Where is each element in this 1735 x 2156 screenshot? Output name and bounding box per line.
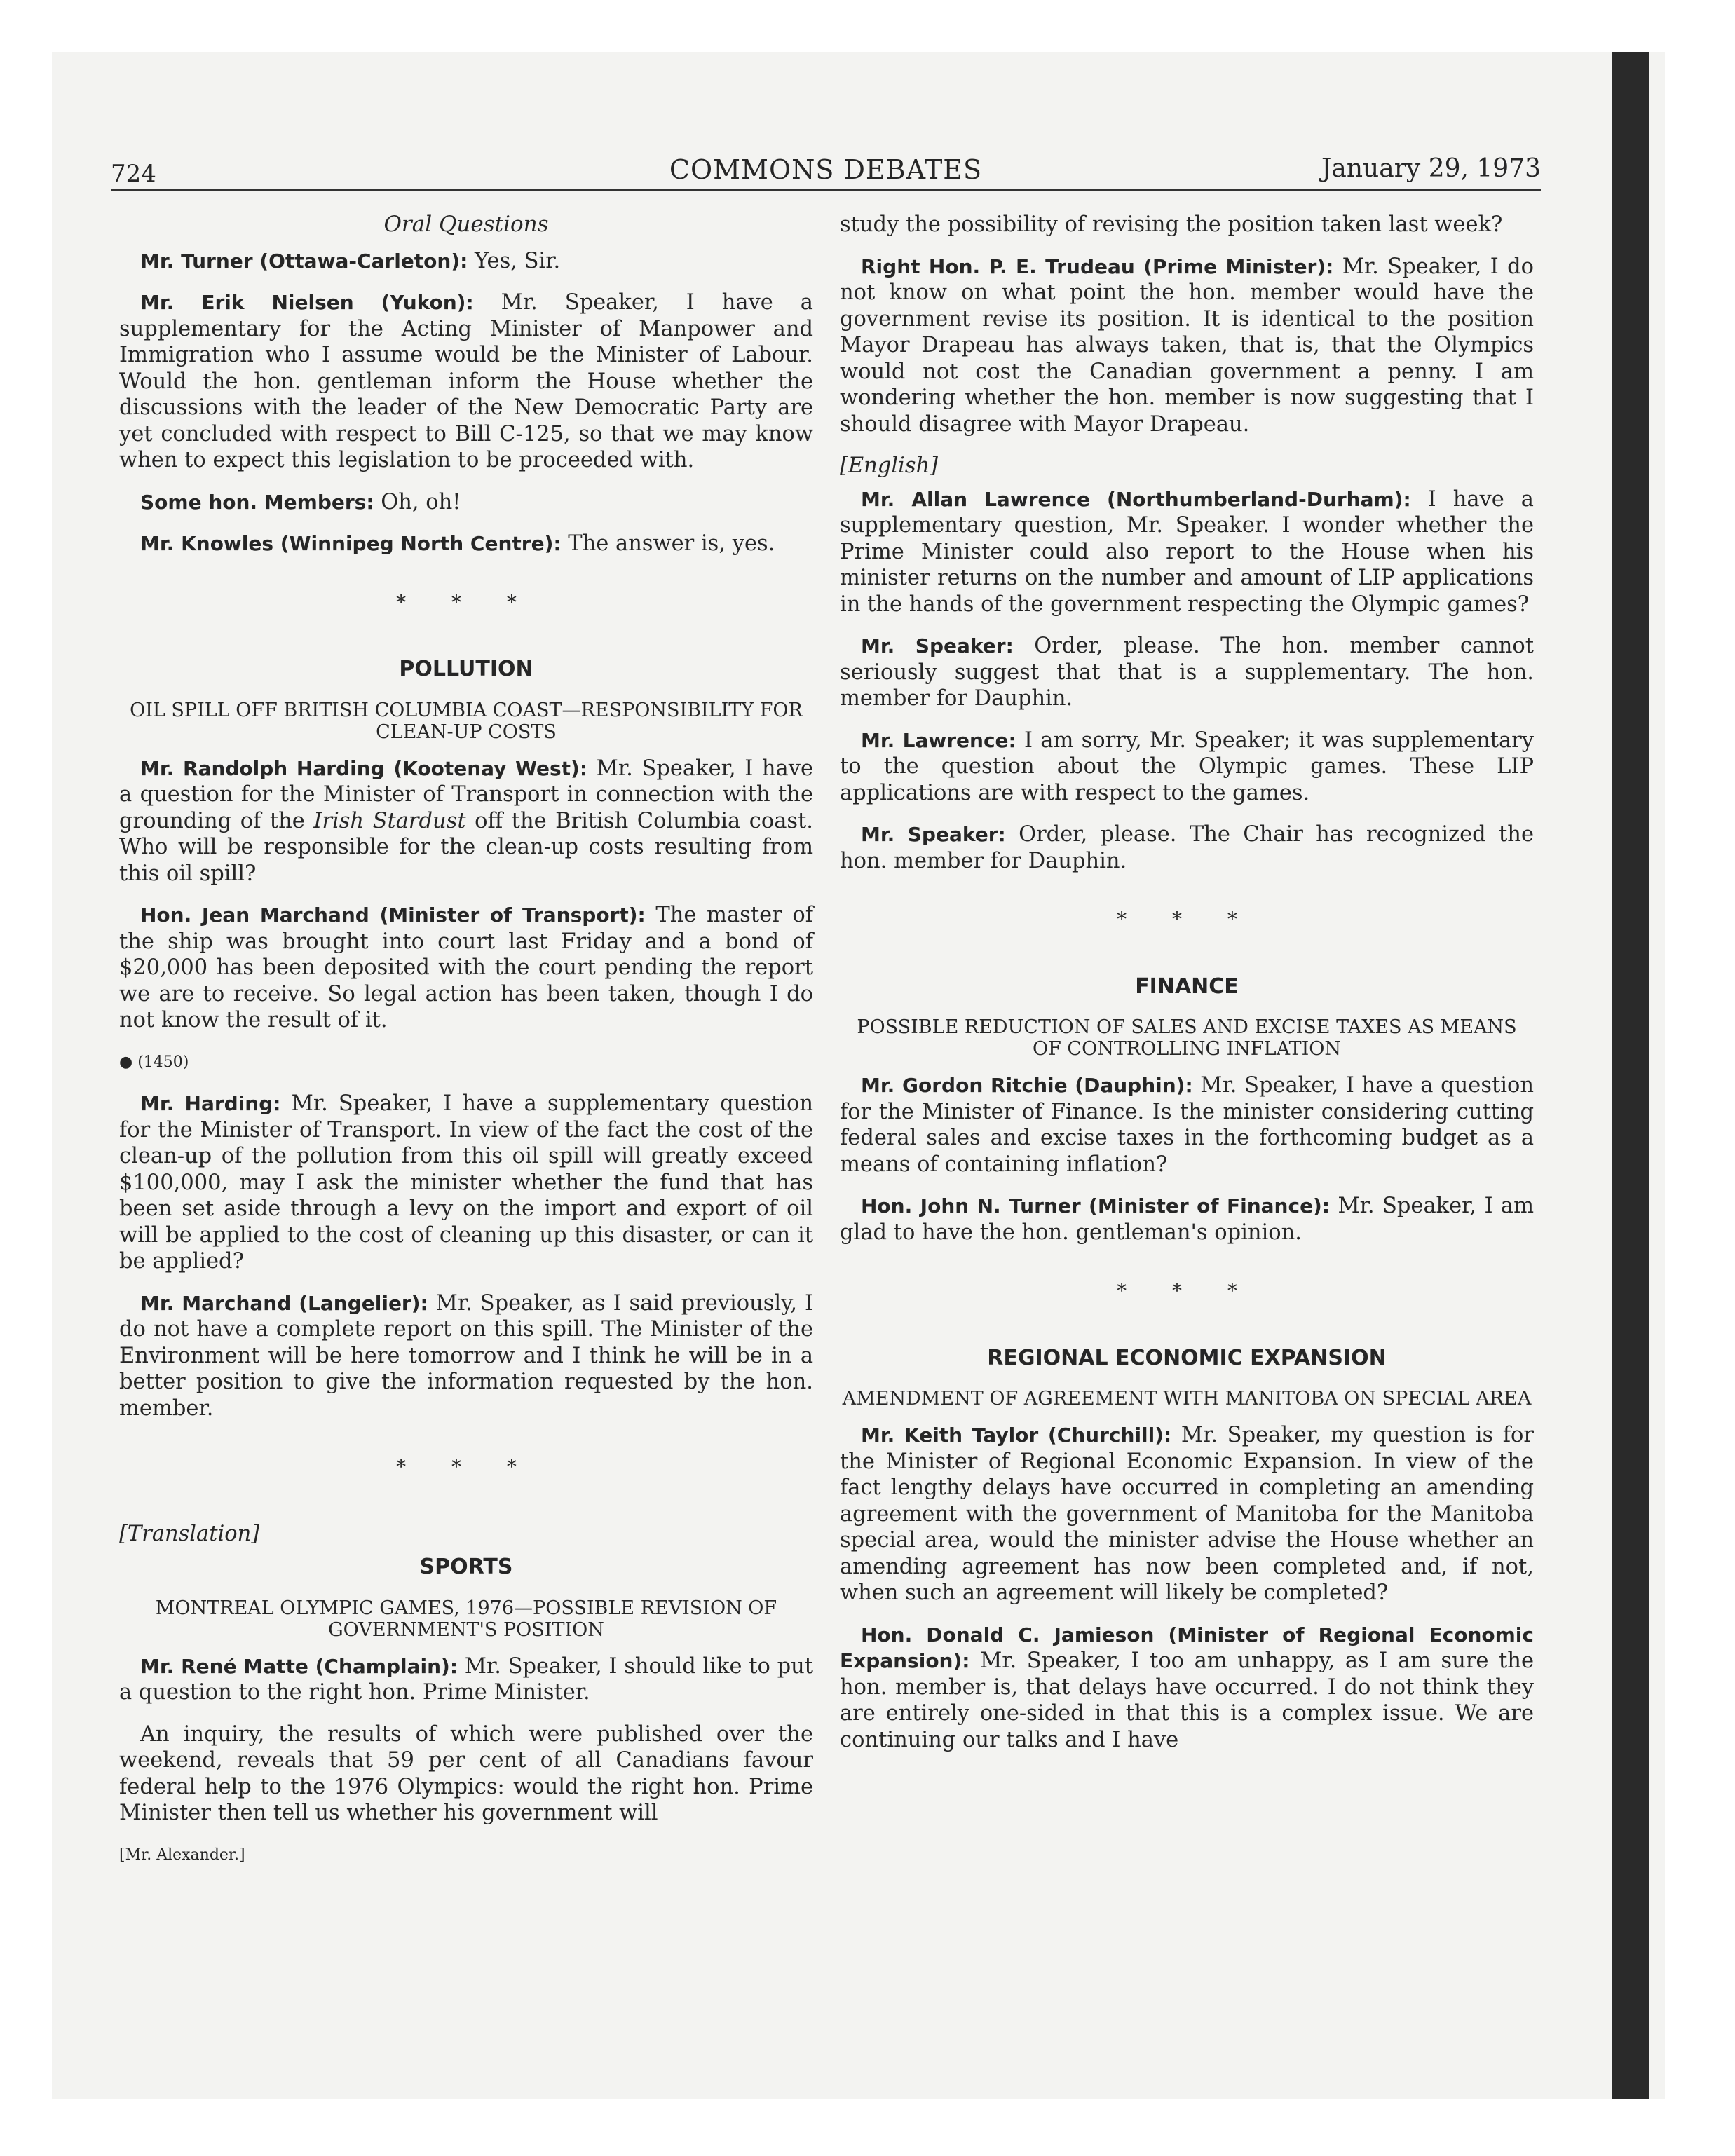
speaker-name: Hon. John N. Turner (Minister of Finance): [861, 1194, 1331, 1217]
time-marker: ● (1450) [119, 1053, 189, 1071]
ship-name: Irish Stardust [313, 808, 466, 833]
speaker-name: Right Hon. P. E. Trudeau (Prime Minister): [861, 254, 1334, 278]
paragraph [119, 1290, 813, 1422]
paragraph [119, 489, 813, 516]
speech-text: Mr. Speaker, I have a question for the Minister of Transport in connection with the grounding of the [119, 756, 813, 833]
speaker-footnote: [Mr. Alexander.] [119, 1845, 245, 1864]
speech-text: Mr. Speaker, I have a supplementary question for the Minister of Transport. In view of the fact the cost of the clean-up of the pollution from this oil spill will greatly exceed $100,000, may I ask the minister whether the fund that has been set aside through a levy on the import and export of oil will be applied to the cost of cleaning up this disaster, or can it be applied? [119, 1091, 813, 1274]
page-number: 724 [111, 160, 156, 188]
section-subheading: OIL SPILL OFF BRITISH COLUMBIA COAST—RESPONSIBILITY FOR CLEAN-UP COSTS [130, 699, 803, 743]
paragraph [119, 902, 813, 1034]
section-heading: FINANCE [1135, 974, 1239, 999]
speech-text: Order, please. The hon. member cannot seriously suggest that that is a supplementary. The hon. member for Dauphin. [840, 634, 1535, 711]
paragraph [840, 1422, 1534, 1606]
paragraph [840, 633, 1534, 712]
speech-text: Order, please. The Chair has recognized the hon. member for Dauphin. [840, 822, 1534, 873]
speaker-name: Mr. Speaker: [861, 823, 1006, 846]
speaker-name: Mr. René Matte (Champlain): [140, 1654, 458, 1678]
speaker-name: Mr. Knowles (Winnipeg North Centre): [140, 532, 562, 555]
speaker-name: Hon. Donald C. Jamieson (Minister of Regional Economic Expansion): [840, 1623, 1534, 1672]
speech-text: Mr. Speaker, as I said previously, I do not have a complete report on this spill. The Minister of the Environment will be here tomorrow and I think he will be in a better position to give the information requested by the hon. member. [119, 1290, 813, 1421]
left-column [119, 212, 813, 1868]
speaker-name: Mr. Randolph Harding (Kootenay West): [140, 756, 588, 780]
speaker-name: Mr. Lawrence: [861, 728, 1016, 752]
speaker-name: Mr. Turner (Ottawa-Carleton): [140, 249, 468, 273]
section-divider: * * * [1117, 1279, 1257, 1302]
speech-text: Mr. Speaker, I have a supplementary for the Acting Minister of Manpower and Immigration who I assume would be the Minister of Labour. Would the hon. gentleman inform the House whether the discussions with the leader of the New Democratic Party are yet concluded with respect to Bill C-125, so that we may know when to expect this legislation to be proceeded with. [119, 290, 813, 472]
speech-text: Oh, oh! [374, 489, 461, 514]
paragraph [840, 728, 1534, 807]
speech-text: Mr. Speaker, my question is for the Minister of Regional Economic Expansion. In view of the fact lengthy delays have occurred in completing an amending agreement with the government of Manitoba for the Manitoba special area, would the minister advise the House whether an amending agreement has now been completed and, if not, when such an agreement will likely be completed? [840, 1423, 1534, 1605]
speech-text: The answer is, yes. [561, 531, 775, 556]
speech-text: I have a supplementary question, Mr. Speaker. I wonder whether the Prime Minister could also report to the House when his minister returns on the number and amount of LIP applications in the hands of the government respecting the Olympic games? [840, 486, 1534, 617]
speech-text: off the British Columbia coast. Who will be responsible for the clean-up costs resulting from this oil spill? [119, 808, 813, 886]
section-divider: * * * [396, 590, 536, 614]
speech-text: Mr. Speaker, I have a question for the Minister of Finance. Is the minister considering cutting federal sales and excise taxes in the forthcoming budget as a means of containing inflation? [840, 1073, 1534, 1177]
speaker-name: Mr. Marchand (Langelier): [140, 1291, 428, 1315]
section-subheading: AMENDMENT OF AGREEMENT WITH MANITOBA ON SPECIAL AREA [842, 1388, 1532, 1410]
speaker-name: Mr. Keith Taylor (Churchill): [861, 1424, 1172, 1447]
section-subheading: POSSIBLE REDUCTION OF SALES AND EXCISE TAXES AS MEANS OF CONTROLLING INFLATION [857, 1016, 1517, 1060]
paragraph [119, 248, 813, 275]
paragraph [119, 756, 813, 887]
speaker-name: Mr. Erik Nielsen (Yukon): [140, 291, 474, 314]
paragraph: study the possibility of revising the position taken last week? [840, 212, 1503, 237]
paragraph [840, 821, 1534, 874]
section-subheading: MONTREAL OLYMPIC GAMES, 1976—POSSIBLE REVISION OF GOVERNMENT'S POSITION [155, 1597, 777, 1641]
language-tag: [English] [840, 453, 939, 478]
speaker-name: Hon. Jean Marchand (Minister of Transport): [140, 903, 646, 927]
speaker-name: Some hon. Members: [140, 490, 374, 514]
section-divider: * * * [396, 1455, 536, 1478]
paragraph [119, 289, 813, 474]
speech-text: Mr. Speaker, I do not know on what point the hon. member would have the government revise its position. It is identical to the position Mayor Drapeau has always taken, that is, that the Olympics would not cost the Canadian government a penny. I am wondering whether the hon. member is now suggesting that I should disagree with Mayor Drapeau. [840, 254, 1534, 437]
speech-text: The master of the ship was brought into court last Friday and a bond of $20,000 has been deposited with the court pending the report we are to receive. So legal action has been taken, though I do not know the result of it. [119, 903, 813, 1032]
section-label: Oral Questions [383, 212, 549, 237]
speaker-name: Mr. Speaker: [861, 634, 1014, 657]
speaker-name: Mr. Harding: [140, 1092, 281, 1115]
publication-title: COMMONS DEBATES [669, 154, 983, 185]
speech-text: I am sorry, Mr. Speaker; it was supplementary to the question about the Olympic games. These LIP applications are with respect to the games. [840, 728, 1534, 805]
paragraph [840, 1193, 1534, 1246]
section-heading: POLLUTION [399, 657, 533, 681]
paragraph [840, 486, 1534, 618]
paragraph [119, 1091, 813, 1275]
page-date: January 29, 1973 [1321, 154, 1541, 183]
paragraph [840, 254, 1534, 438]
paragraph: An inquiry, the results of which were published over the weekend, reveals that 59 per cent of all Canadians favour federal help to the 1976 Olympics: would the right hon. Prime Minister then tell us whether his government will [119, 1721, 813, 1825]
page-header [111, 154, 1541, 191]
speech-text: Mr. Speaker, I too am unhappy, as I am sure the hon. member is, that delays have occurred. I do not think they are entirely one-sided in that this is a complex issue. We are continuing our talks and I have [840, 1649, 1534, 1752]
right-column [840, 212, 1534, 1768]
speaker-name: Mr. Gordon Ritchie (Dauphin): [861, 1074, 1193, 1097]
speech-text: Mr. Speaker, I should like to put a question to the right hon. Prime Minister. [119, 1653, 814, 1705]
paragraph [119, 1653, 813, 1706]
section-heading: REGIONAL ECONOMIC EXPANSION [987, 1345, 1387, 1370]
speech-text: Yes, Sir. [468, 248, 561, 273]
section-divider: * * * [1117, 908, 1257, 931]
paragraph [840, 1072, 1534, 1178]
paragraph [840, 1622, 1534, 1754]
paragraph [119, 531, 813, 557]
section-heading: SPORTS [419, 1555, 513, 1579]
language-tag: [Translation] [119, 1521, 260, 1546]
speech-text: Mr. Speaker, I am glad to have the hon. gentleman's opinion. [840, 1194, 1534, 1245]
speaker-name: Mr. Allan Lawrence (Northumberland-Durham): [861, 487, 1411, 511]
